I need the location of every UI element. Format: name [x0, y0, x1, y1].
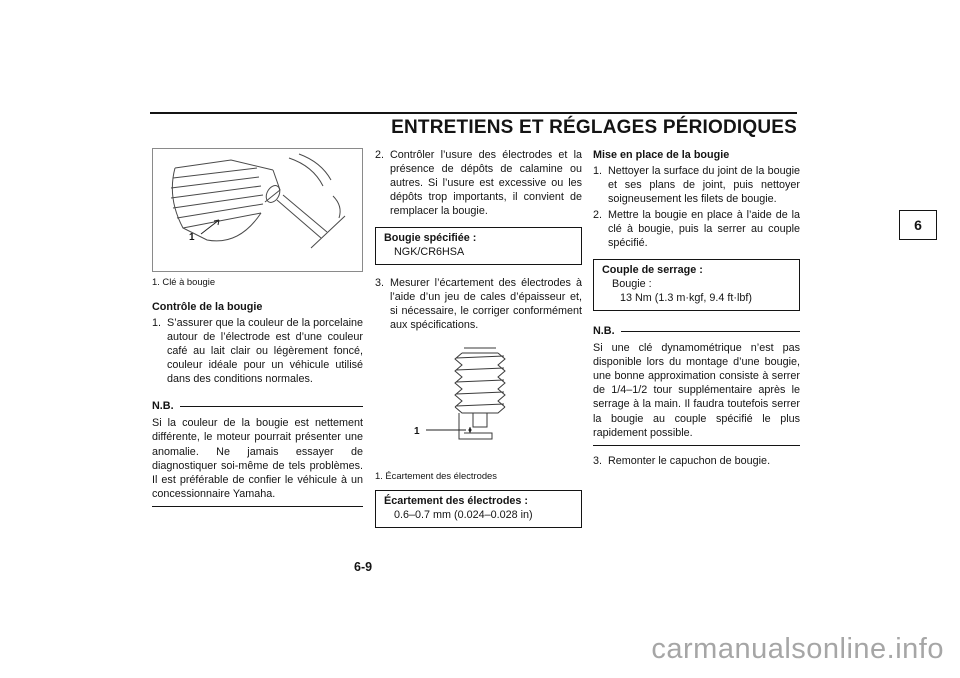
note-label: N.B.	[152, 400, 174, 413]
spec-box-plug	[375, 227, 582, 265]
note-rule	[621, 331, 800, 332]
list-item-text: S’assurer que la couleur de la porcelaine autour de l’électrode est d’une couleur café au lait clair ou légèrement foncé, couleur idéale pour un véhicule utilisé dans des conditions normales.	[167, 317, 363, 386]
spark-plug-figure-caption: 1. Écartement des électrodes	[375, 470, 497, 482]
engine-figure-caption: 1. Clé à bougie	[152, 276, 216, 287]
section-heading-mise-en-place: Mise en place de la bougie	[593, 149, 730, 161]
list-item-text: Mesurer l’écartement des électrodes à l’aide d’un jeu de cales d’épaisseur et, si nécessaire, le corriger conformément aux spécifications.	[390, 277, 582, 332]
list-item-text: Mettre la bougie en place à l’aide de la clé à bougie, puis la serrer au couple spécifié.	[608, 209, 800, 250]
list-item-number: 1.	[152, 317, 162, 330]
note-rule-bottom	[593, 445, 800, 446]
spec-box-value: NGK/CR6HSA	[394, 246, 465, 259]
page-header-title: ENTRETIENS ET RÉGLAGES PÉRIODIQUES	[391, 117, 797, 138]
list-item-text: Nettoyer la surface du joint de la bougie et ses plans de joint, puis nettoyer soigneusement les filets de bougie.	[608, 165, 800, 206]
spark-plug-illustration	[404, 343, 554, 465]
engine-figure	[152, 148, 363, 272]
watermark: carmanualsonline.info	[651, 633, 944, 665]
note-rule	[180, 406, 363, 407]
list-item-number: 2.	[593, 209, 603, 222]
list-item-number: 3.	[593, 454, 603, 467]
list-item-number: 2.	[375, 149, 385, 161]
spec-box-value: 13 Nm (1.3 m·kgf, 9.4 ft·lbf)	[620, 292, 752, 305]
list-item-text: Remonter le capuchon de bougie.	[608, 454, 771, 467]
middle-column	[375, 148, 582, 528]
engine-illustration	[161, 150, 354, 270]
note-label: N.B.	[593, 325, 615, 338]
note-rule-bottom	[152, 506, 363, 507]
spec-box-title: Couple de serrage :	[602, 264, 703, 277]
list-item	[593, 454, 800, 468]
page-header	[150, 112, 797, 139]
note-header	[152, 399, 363, 413]
list-item	[375, 276, 582, 332]
list-item	[593, 164, 800, 206]
spec-box-gap	[375, 490, 582, 528]
list-item	[152, 316, 363, 386]
chapter-tab: 6	[899, 210, 937, 240]
list-item-text: Contrôler l’usure des électrodes et la présence de dépôts de calamine ou autres. Si l’usure est excessive ou les dépôts trop importants, il convient de remplacer la bougie.	[390, 149, 582, 218]
note-header	[593, 324, 800, 338]
spec-box-value: 0.6–0.7 mm (0.024–0.028 in)	[394, 508, 533, 521]
figure-label-1: 1	[189, 232, 195, 243]
note-block	[593, 324, 800, 445]
list-item	[593, 208, 800, 250]
spark-plug-figure	[375, 342, 582, 466]
section-heading-controle: Contrôle de la bougie	[152, 301, 263, 314]
right-column	[593, 148, 800, 468]
left-column	[152, 148, 363, 507]
list-item	[375, 148, 582, 218]
list-item-number: 1.	[593, 165, 603, 178]
spec-box-line: Bougie :	[612, 278, 652, 291]
spec-box-title: Bougie spécifiée :	[384, 232, 477, 245]
spec-box-torque	[593, 259, 800, 311]
figure-label-1: 1	[413, 426, 420, 438]
list-item-number: 3.	[375, 277, 385, 290]
note-text: Si la couleur de la bougie est nettement différente, le moteur pourrait présenter une anomalie. Ne jamais essayer de diagnostiquer soi-même de tels problèmes. Il est préférable de confier le véhicule à un concessionnaire Yamaha.	[152, 417, 363, 500]
note-text: Si une clé dynamométrique n’est pas disponible lors du montage d’une bougie, une bonne approximation consiste à serrer de 1/4–1/2 tour supplémentaire après le serrage à la main. Il faudra toutefois serrer la bougie au couple spécifié le plus rapidement possible.	[593, 342, 800, 439]
note-block	[152, 399, 363, 506]
spec-box-title: Écartement des électrodes :	[384, 494, 529, 507]
page-number: 6-9	[354, 560, 373, 574]
